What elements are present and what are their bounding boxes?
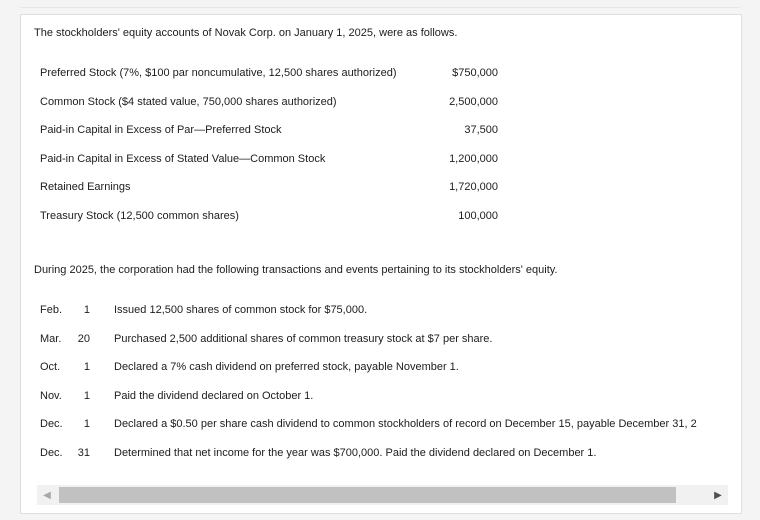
tx-month: Oct. xyxy=(40,361,61,373)
tx-description: Determined that net income for the year was $700,000. Paid the dividend declared on December 1. xyxy=(114,447,597,459)
tx-day: 20 xyxy=(77,333,90,345)
tx-day: 31 xyxy=(77,447,90,459)
tx-month: Nov. xyxy=(40,390,62,402)
account-label: Treasury Stock (12,500 common shares) xyxy=(40,210,239,222)
account-label: Preferred Stock (7%, $100 par noncumulative, 12,500 shares authorized) xyxy=(40,67,397,79)
intro-text: The stockholders' equity accounts of Novak Corp. on January 1, 2025, were as follows. xyxy=(34,27,458,39)
horizontal-scrollbar[interactable] xyxy=(37,485,728,505)
account-value: 100,000 xyxy=(458,210,498,222)
tx-day: 1 xyxy=(83,418,90,430)
tx-month: Dec. xyxy=(40,447,63,459)
tx-description: Paid the dividend declared on October 1. xyxy=(114,390,314,402)
account-label: Common Stock ($4 stated value, 750,000 shares authorized) xyxy=(40,96,337,108)
tx-day: 1 xyxy=(83,304,90,316)
account-value: 1,200,000 xyxy=(449,153,498,165)
account-label: Paid-in Capital in Excess of Stated Value—Common Stock xyxy=(40,153,326,165)
account-value: $750,000 xyxy=(452,67,498,79)
tx-month: Dec. xyxy=(40,418,63,430)
tx-day: 1 xyxy=(83,390,90,402)
tx-month: Mar. xyxy=(40,333,62,345)
tx-month: Feb. xyxy=(40,304,63,316)
caret-left-icon[interactable]: ◀ xyxy=(43,489,51,501)
account-value: 37,500 xyxy=(464,124,498,136)
tx-description: Purchased 2,500 additional shares of common treasury stock at $7 per share. xyxy=(114,333,493,345)
top-divider xyxy=(20,7,740,8)
tx-description: Issued 12,500 shares of common stock for $75,000. xyxy=(114,304,368,316)
tx-description: Declared a $0.50 per share cash dividend to common stockholders of record on December 15, payable December 31, 2 xyxy=(114,418,697,430)
tx-description: Declared a 7% cash dividend on preferred stock, payable November 1. xyxy=(114,361,459,373)
scrollbar-thumb[interactable] xyxy=(59,487,676,503)
account-label: Retained Earnings xyxy=(40,181,131,193)
account-value: 2,500,000 xyxy=(449,96,498,108)
tx-day: 1 xyxy=(83,361,90,373)
caret-right-icon[interactable]: ▶ xyxy=(714,489,722,501)
account-value: 1,720,000 xyxy=(449,181,498,193)
transactions-intro: During 2025, the corporation had the following transactions and events pertaining to its stockholders' equity. xyxy=(34,264,558,276)
account-label: Paid-in Capital in Excess of Par—Preferred Stock xyxy=(40,124,282,136)
problem-card xyxy=(20,14,742,514)
